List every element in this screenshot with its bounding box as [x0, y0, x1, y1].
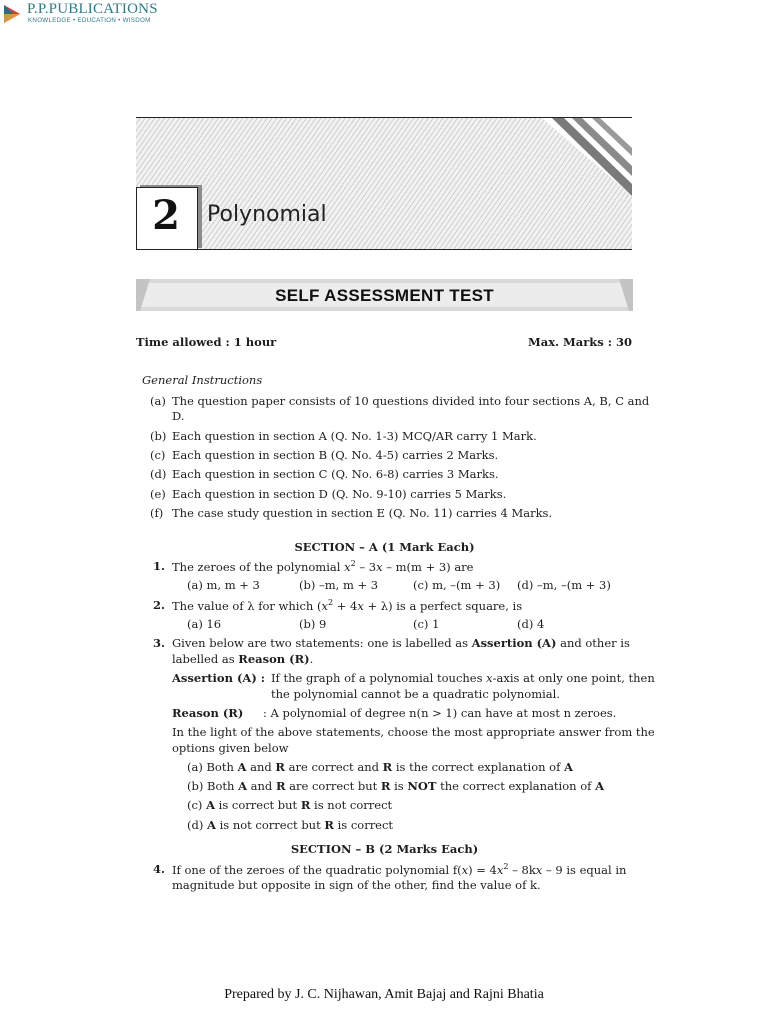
publisher-logo-mark-icon: [2, 3, 22, 25]
question-4-text: If one of the zeroes of the quadratic polynomial $f(x) = 4x^2 - 8kx - 9$ is equal in: [172, 862, 627, 877]
instruction-label: (c): [150, 448, 166, 462]
question-2-option-d: (d) 4: [517, 617, 545, 631]
chapter-banner: [136, 117, 632, 250]
instruction-text: Each question in section A (Q. No. 1-3) MCQ/AR carry 1 Mark.: [172, 429, 537, 443]
test-title: SELF ASSESSMENT TEST: [275, 286, 494, 305]
question-number: 2.: [153, 598, 166, 612]
section-a-heading: SECTION – A (1 Mark Each): [294, 540, 475, 554]
page-footer: Prepared by J. C. Nijhawan, Amit Bajaj and Rajni Bhatia: [224, 987, 544, 1002]
max-marks: Max. Marks : 30: [528, 335, 632, 349]
instruction-text: The question paper consists of 10 questions divided into four sections A, B, C and: [172, 394, 650, 408]
instruction-label: (f): [150, 506, 164, 520]
question-2-option-a: (a) 16: [187, 617, 222, 631]
reason-text: : A polynomial of degree n(n > 1) can have at most n zeroes.: [263, 706, 617, 720]
question-1-text: The zeroes of the polynomial $x^2 - 3x - m(m + 3)$ are: [172, 559, 474, 574]
section-b-heading: SECTION – B (2 Marks Each): [290, 842, 479, 856]
time-allowed: Time allowed : 1 hour: [136, 335, 277, 349]
instruction-text: Each question in section D (Q. No. 9-10) carries 5 Marks.: [172, 487, 507, 501]
reason-label: Reason (R): [172, 706, 244, 720]
instructions-heading: General Instructions: [142, 373, 263, 387]
question-1-option-c: (c) m, –(m + 3): [413, 578, 501, 592]
instruction-text: The case study question in section E (Q. No. 11) carries 4 Marks.: [172, 506, 553, 520]
question-1-option-b: (b) –m, m + 3: [299, 578, 379, 592]
instruction-text: Each question in section C (Q. No. 6-8) carries 3 Marks.: [172, 467, 499, 481]
question-number: 4.: [153, 862, 166, 876]
question-4-text-cont: magnitude but opposite in sign of the other, find the value of k.: [172, 878, 541, 892]
instruction-label: (d): [150, 467, 167, 481]
publisher-name: P.P.PUBLICATIONS: [27, 1, 158, 17]
banner-corner-stripes: [542, 118, 632, 198]
question-number: 3.: [153, 636, 166, 650]
instruction-label: (a): [150, 394, 166, 408]
question-3-option-d: (d) A is not correct but R is correct: [187, 818, 394, 832]
question-3-instruction-cont: options given below: [172, 741, 289, 755]
question-3-instruction: In the light of the above statements, choose the most appropriate answer from the: [172, 725, 655, 739]
instruction-label: (b): [150, 429, 167, 443]
instruction-text: Each question in section B (Q. No. 4-5) carries 2 Marks.: [172, 448, 499, 462]
question-1-option-d: (d) –m, –(m + 3): [517, 578, 611, 592]
assertion-label: Assertion (A) :: [172, 671, 266, 685]
chapter-title: Polynomial: [207, 202, 327, 227]
question-1-option-a: (a) m, m + 3: [187, 578, 260, 592]
question-3-option-b: (b) Both A and R are correct but R is NOT the correct explanation of A: [187, 779, 604, 793]
instruction-text-cont: D.: [172, 409, 185, 423]
publisher-tagline: KNOWLEDGE • EDUCATION • WISDOM: [28, 17, 151, 24]
question-3-intro: Given below are two statements: one is labelled as Assertion (A) and other is: [172, 636, 630, 650]
instruction-label: (e): [150, 487, 166, 501]
assertion-text-cont: the polynomial cannot be a quadratic polynomial.: [271, 687, 560, 701]
question-3-option-c: (c) A is correct but R is not correct: [187, 798, 393, 812]
assertion-text: If the graph of a polynomial touches x-axis at only one point, then: [271, 671, 655, 685]
chapter-number: 2: [152, 192, 180, 239]
question-3-intro-cont: labelled as Reason (R).: [172, 652, 314, 666]
question-2-option-b: (b) 9: [299, 617, 327, 631]
question-3-option-a: (a) Both A and R are correct and R is the correct explanation of A: [187, 760, 573, 774]
question-number: 1.: [153, 559, 166, 573]
publisher-logo: [2, 1, 172, 27]
question-2-option-c: (c) 1: [413, 617, 440, 631]
question-2-text: The value of λ for which $(x^2 + 4x + \lambda)$ is a perfect square, is: [172, 598, 523, 613]
